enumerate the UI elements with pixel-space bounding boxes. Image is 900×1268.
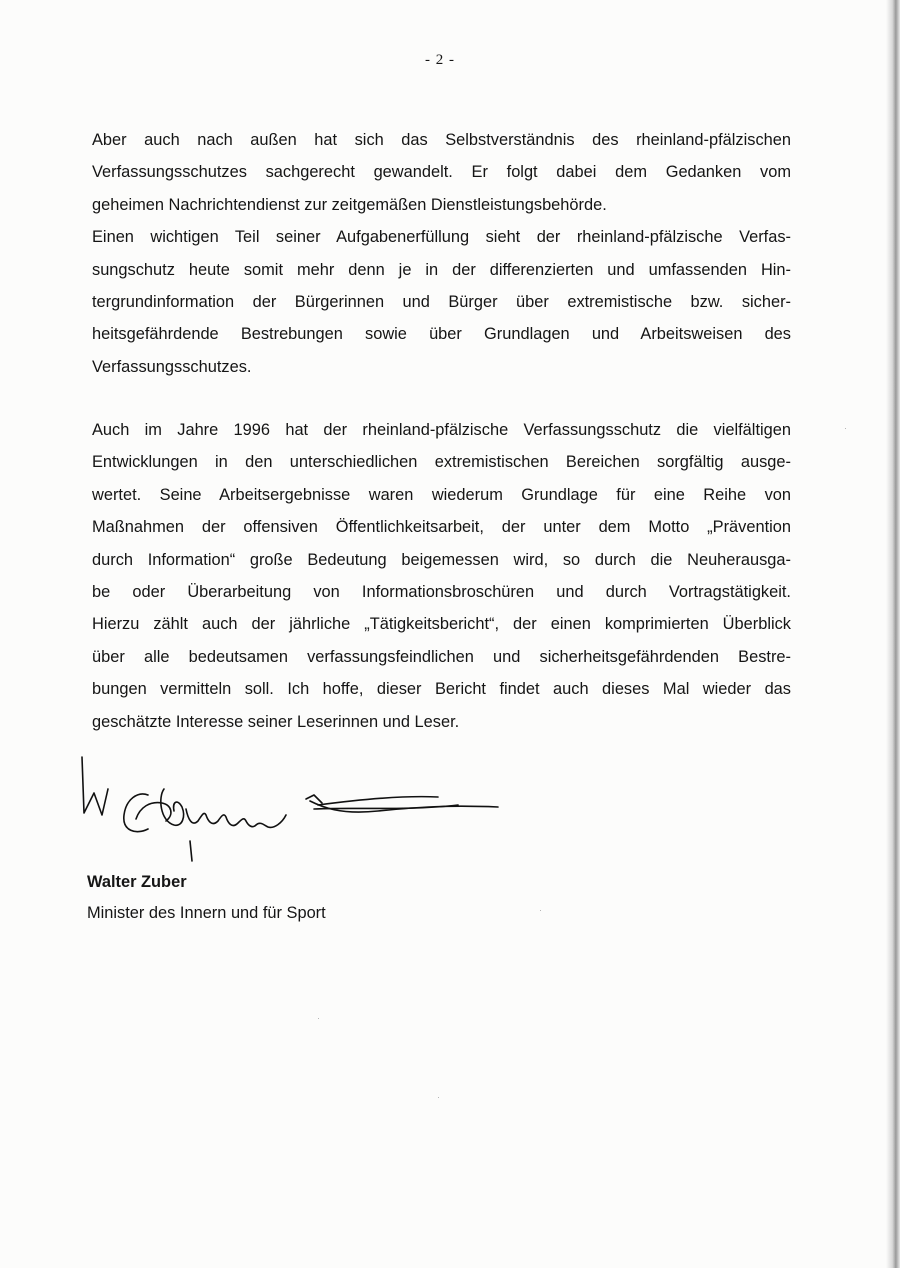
handwritten-signature-icon	[78, 755, 508, 865]
paragraph-line: Auch im Jahre 1996 hat der rheinland-pfälzische Verfassungsschutz die vielfältigen	[92, 421, 791, 439]
page-number: - 2 -	[425, 52, 455, 68]
scan-edge-shadow	[886, 0, 900, 1268]
signer-title: Minister des Innern und für Sport	[87, 904, 326, 922]
paragraph-line: wertet. Seine Arbeitsergebnisse waren wiederum Grundlage für eine Reihe von	[92, 485, 791, 504]
paragraph-line: Einen wichtigen Teil seiner Aufgabenerfüllung sieht der rheinland-pfälzische Verfas-	[92, 228, 791, 247]
paragraph-line: bungen vermitteln soll. Ich hoffe, dieser Bericht findet auch dieses Mal wieder das	[92, 680, 791, 699]
scan-speck	[318, 1018, 319, 1019]
paragraph-2	[92, 414, 791, 738]
paragraph-line: über alle bedeutsamen verfassungsfeindlichen und sicherheitsgefährdenden Bestre-	[92, 647, 791, 666]
paragraph-line: durch Information“ große Bedeutung beigemessen wird, so durch die Neuherausga-	[92, 550, 791, 569]
paragraph-line: be oder Überarbeitung von Informationsbroschüren und durch Vortragstätigkeit.	[92, 583, 791, 602]
paragraph-line: geschätzte Interesse seiner Leserinnen und Leser.	[92, 712, 460, 731]
scan-speck	[540, 910, 541, 911]
paragraph-line: Verfassungsschutzes.	[92, 357, 252, 376]
paragraph-line: geheimen Nachrichtendienst zur zeitgemäßen Dienstleistungsbehörde.	[92, 195, 607, 214]
scan-speck	[438, 1097, 439, 1098]
paragraph-line: Hierzu zählt auch der jährliche „Tätigkeitsbericht“, der einen komprimierten Überblick	[92, 615, 791, 634]
paragraph-line: Verfassungsschutzes sachgerecht gewandelt. Er folgt dabei dem Gedanken vom	[92, 163, 791, 182]
paragraph-line: heitsgefährdende Bestrebungen sowie über Grundlagen und Arbeitsweisen des	[92, 325, 791, 344]
paragraph-line: Entwicklungen in den unterschiedlichen extremistischen Bereichen sorgfältig ausge-	[92, 453, 791, 472]
scan-speck	[845, 428, 846, 429]
paragraph-1	[92, 124, 791, 383]
paragraph-line: Maßnahmen der offensiven Öffentlichkeitsarbeit, der unter dem Motto „Prävention	[92, 518, 791, 537]
signer-name: Walter Zuber	[87, 873, 187, 891]
paragraph-line: tergrundinformation der Bürgerinnen und Bürger über extremistische bzw. sicher-	[92, 293, 791, 312]
paragraph-line: sungschutz heute somit mehr denn je in der differenzierten und umfassenden Hin-	[92, 260, 791, 279]
paragraph-line: Aber auch nach außen hat sich das Selbstverständnis des rheinland-pfälzischen	[92, 131, 791, 149]
